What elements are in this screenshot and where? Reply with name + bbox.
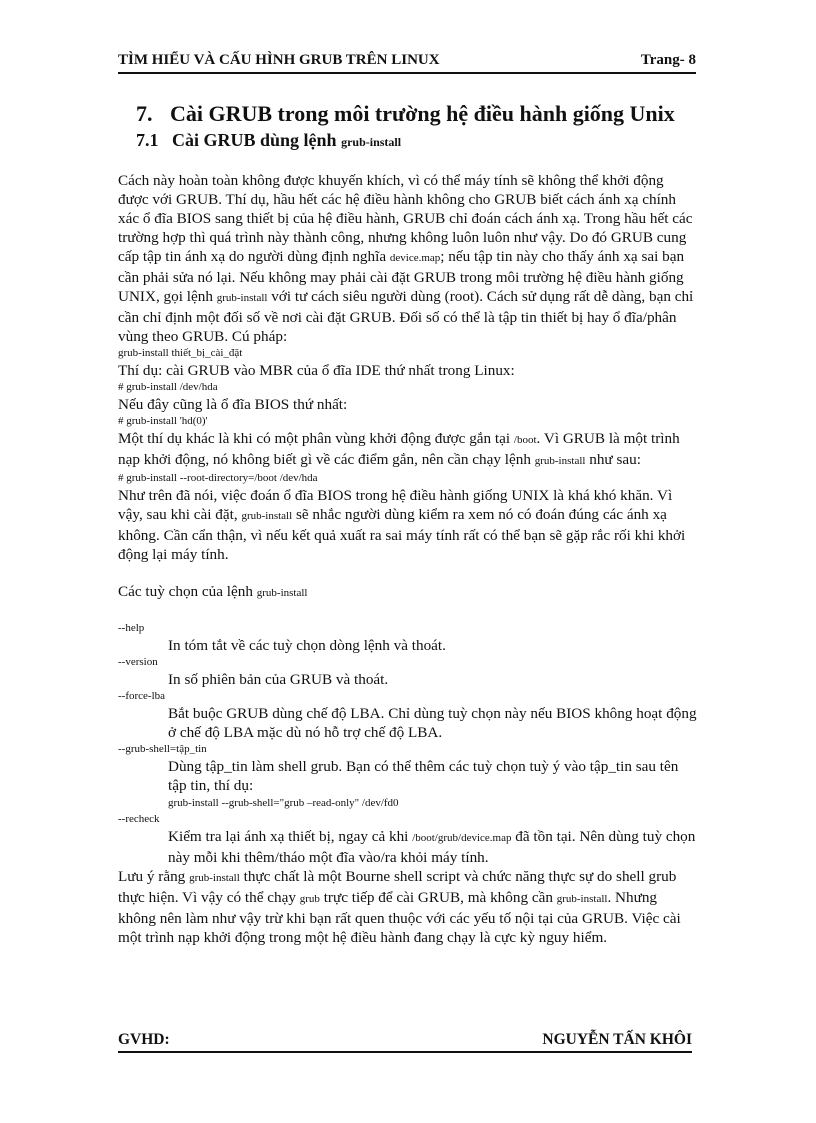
section-title: Cài GRUB trong môi trường hệ điều hành giống Unix	[170, 101, 675, 126]
example3-code: # grub-install --root-directory=/boot /dev/hda	[118, 472, 318, 484]
intro-command: grub-install	[216, 292, 268, 304]
syntax-code: grub-install thiết_bị_cài_đặt	[118, 347, 243, 359]
option-grub-shell: --grub-shell=tập_tin	[118, 743, 207, 755]
warning-paragraph	[118, 486, 698, 564]
document-body	[118, 171, 698, 947]
options-title	[118, 582, 698, 603]
page-footer	[118, 1031, 692, 1053]
boot-path: /boot	[513, 434, 537, 446]
option-force-lba-desc: Bắt buộc GRUB dùng chế độ LBA. Chỉ dùng tuỳ chọn này nếu BIOS không hoạt động ở chế độ LBA mặc dù nó hỗ trợ chế độ LBA.	[168, 705, 697, 741]
option-recheck: --recheck	[118, 813, 160, 825]
option-force-lba: --force-lba	[118, 690, 166, 702]
intro-text-c: với tư cách siêu người dùng (root). Cách sử dụng rất dễ dàng, bạn chỉ cần chỉ định một đối số về nơi cài đặt GRUB. Đối số có thể là tập tin thiết bị hay ổ đĩa/phân vùng theo GRUB. Cú pháp:	[118, 288, 694, 345]
devmap-filename: device.map	[389, 252, 441, 264]
subsection-number: 7.1	[136, 130, 159, 150]
option-recheck-desc	[118, 827, 698, 867]
example1-text: Thí dụ: cài GRUB vào MBR của ổ đĩa IDE thứ nhất trong Linux:	[118, 362, 515, 379]
option-grub-shell-desc: Dùng tập_tin làm shell grub. Bạn có thể thêm các tuỳ chọn tuỳ ý vào tập_tin sau tên tập tin, thí dụ:	[168, 758, 679, 794]
header-title: TÌM HIỂU VÀ CẤU HÌNH GRUB TRÊN LINUX	[118, 52, 440, 68]
options-title-text: Các tuỳ chọn của lệnh	[118, 583, 257, 600]
footer-label: GVHD:	[118, 1031, 170, 1048]
intro-paragraph	[118, 171, 698, 346]
subsection-command: grub-install	[341, 135, 402, 149]
device-map-path: /boot/grub/device.map	[412, 832, 512, 844]
warning-command: grub-install	[241, 510, 293, 522]
example3-text-b: . Vì GRUB là một trình nạp khởi động, nó không biết gì về các điểm gắn, nên cần chạy lệnh	[118, 430, 680, 468]
example1-code: # grub-install /dev/hda	[118, 381, 218, 393]
note-text-c: trực tiếp để cài GRUB, mà không cần	[319, 889, 557, 906]
example3-paragraph	[118, 429, 698, 471]
note-command-2: grub	[299, 893, 320, 905]
intro-text-a: Cách này hoàn toàn không được khuyến khích, vì có thể máy tính sẽ không thể khởi động được với GRUB. Thí dụ, hầu hết các hệ điều hành không cho GRUB biết cách ánh xạ chính xác ổ đĩa BIOS sang thiết bị của hệ điều hành, GRUB chỉ đoán cách ánh xạ. Trong hầu hết các trường hợp thì quá trình này thành công, nhưng không luôn luôn như vậy. Do đó GRUB cung cấp tập tin ánh xạ do người dùng định nghĩa	[118, 172, 693, 265]
warning-text-a: Như trên đã nói, việc đoán ổ đĩa BIOS trong hệ điều hành giống UNIX là khá khó khăn. Vì vậy, sau khi cài đặt,	[118, 487, 673, 523]
note-paragraph	[118, 867, 698, 947]
example2-text: Nếu đây cũng là ổ đĩa BIOS thứ nhất:	[118, 396, 348, 413]
warning-text-b: sẽ nhắc người dùng kiểm ra xem nó có đoán đúng các ánh xạ không. Cần cẩn thận, vì nếu kết quả xuất ra sai máy tính rất có thể bạn sẽ gặp rắc rối khi khởi động lại máy tính.	[118, 506, 686, 563]
footer-author: NGUYỄN TẤN KHÔI	[542, 1031, 692, 1048]
example3-command: grub-install	[534, 455, 586, 467]
page-number: Trang- 8	[640, 52, 696, 68]
option-grub-shell-code: grub-install --grub-shell="grub –read-only" /dev/fd0	[168, 797, 399, 809]
subsection-heading	[136, 130, 401, 151]
recheck-text-b: đã tồn tại. Nên dùng tuỳ chọn này mỗi khi thêm/tháo một đĩa vào/ra khỏi máy tính.	[168, 828, 696, 866]
subsection-title: Cài GRUB dùng lệnh	[172, 130, 337, 150]
note-text-d: . Nhưng không nên làm như vậy trừ khi bạn rất quen thuộc với các yếu tố nội tại của GRUB. Việc cài một trình nạp khởi động trong một hệ điều hành đang chạy là cực kỳ nguy hiểm.	[118, 889, 681, 946]
note-command-1: grub-install	[189, 872, 240, 884]
example2-code: # grub-install 'hd(0)'	[118, 415, 208, 427]
options-title-command: grub-install	[256, 587, 308, 599]
section-heading	[136, 101, 675, 127]
note-command-3: grub-install	[556, 893, 608, 905]
option-version: --version	[118, 656, 158, 668]
option-help-desc: In tóm tắt về các tuỳ chọn dòng lệnh và thoát.	[168, 637, 446, 654]
note-text-a: Lưu ý rằng	[118, 868, 190, 885]
page-header	[118, 52, 696, 74]
recheck-text-a: Kiểm tra lại ánh xạ thiết bị, ngay cả khi	[168, 828, 413, 845]
option-version-desc: In số phiên bản của GRUB và thoát.	[168, 671, 389, 688]
intro-text-b: ; nếu tập tin này cho thấy ánh xạ sai bạn cần phải sửa nó lại. Nếu không may phải cài đặt GRUB trong môi trường hệ điều hành giống UNIX, gọi lệnh	[118, 248, 685, 305]
section-number: 7.	[136, 101, 153, 126]
note-text-b: thực chất là một Bourne shell script và chức năng thực sự do shell grub thực hiện. Vì vậy có thể chạy	[118, 868, 677, 906]
example3-text-c: như sau:	[585, 451, 641, 468]
example3-text-a: Một thí dụ khác là khi có một phân vùng khởi động được gắn tại	[118, 430, 514, 447]
option-help: --help	[118, 622, 145, 634]
